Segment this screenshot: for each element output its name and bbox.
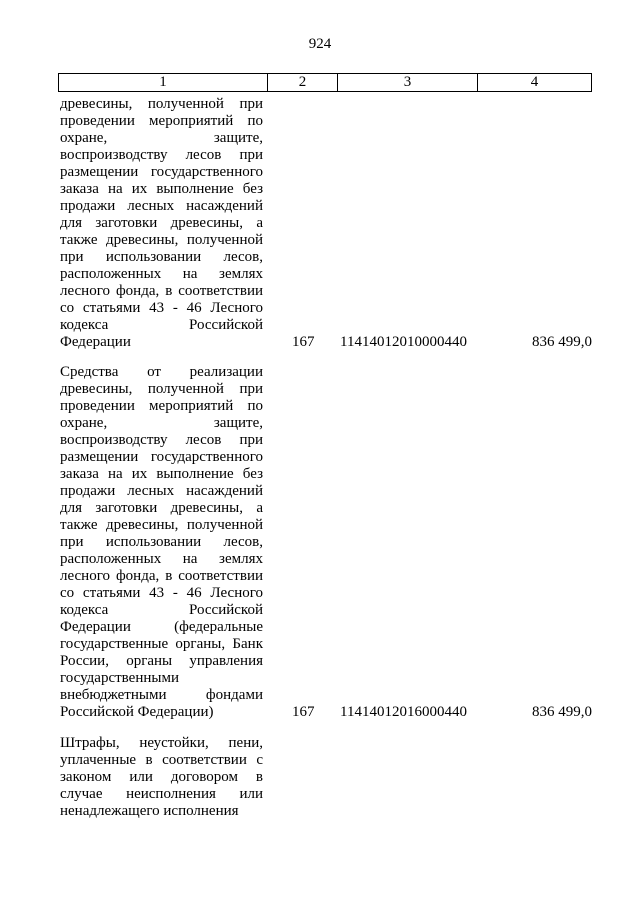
description-line: древесины, полученной при — [60, 96, 263, 112]
description-line: лесного фонда, в соответствии — [60, 283, 263, 299]
description-line: охране, защите, — [60, 130, 263, 146]
description-line: размещении государственного — [60, 164, 263, 180]
amount-cell: 836 499,0 — [532, 704, 592, 720]
description-line: кодекса Российской — [60, 602, 263, 618]
description-line: ненадлежащего исполнения — [60, 803, 239, 819]
page-number: 924 — [308, 36, 332, 52]
table-row — [60, 96, 592, 351]
description-line: древесины, полученной при — [60, 381, 263, 397]
column-header-2: 2 — [268, 74, 338, 91]
description-line: также древесины, полученной — [60, 232, 263, 248]
description-line: России, органы управления — [60, 653, 263, 669]
description-line: кодекса Российской — [60, 317, 263, 333]
description-line: проведении мероприятий по — [60, 113, 263, 129]
column-header-3: 3 — [338, 74, 478, 91]
admin-code-cell: 167 — [292, 334, 315, 350]
description-line: охране, защите, — [60, 415, 263, 431]
description-line: воспроизводству лесов при — [60, 432, 263, 448]
description-line: Федерации (федеральные — [60, 619, 263, 635]
description-line: также древесины, полученной — [60, 517, 263, 533]
description-line: законом или договором в — [60, 769, 263, 785]
table-header — [58, 73, 592, 92]
description-line: при использовании лесов, — [60, 534, 263, 550]
description-line: для заготовки древесины, а — [60, 500, 263, 516]
description-line: заказа на их выполнение без — [60, 466, 263, 482]
row-description — [60, 735, 263, 820]
row-description — [60, 364, 263, 721]
budget-code-cell: 11414012016000440 — [340, 704, 467, 720]
description-line: внебюджетными фондами — [60, 687, 263, 703]
description-line: при использовании лесов, — [60, 249, 263, 265]
description-line: Средства от реализации — [60, 364, 263, 380]
budget-code-cell: 11414012010000440 — [340, 334, 467, 350]
description-line: государственными — [60, 670, 179, 686]
table-row — [60, 364, 592, 721]
description-line: Штрафы, неустойки, пени, — [60, 735, 263, 751]
description-line: уплаченные в соответствии с — [60, 752, 263, 768]
description-line: со статьями 43 - 46 Лесного — [60, 585, 263, 601]
description-line: проведении мероприятий по — [60, 398, 263, 414]
description-line: продажи лесных насаждений — [60, 483, 263, 499]
description-line: Федерации — [60, 334, 131, 350]
description-line: расположенных на землях — [60, 551, 263, 567]
description-line: для заготовки древесины, а — [60, 215, 263, 231]
description-line: государственные органы, Банк — [60, 636, 263, 652]
description-line: расположенных на землях — [60, 266, 263, 282]
description-line: лесного фонда, в соответствии — [60, 568, 263, 584]
description-line: продажи лесных насаждений — [60, 198, 263, 214]
column-header-4: 4 — [530, 74, 539, 90]
amount-cell: 836 499,0 — [532, 334, 592, 350]
description-line: заказа на их выполнение без — [60, 181, 263, 197]
description-line: размещении государственного — [60, 449, 263, 465]
description-line: случае неисполнения или — [60, 786, 263, 802]
table-row — [60, 735, 592, 820]
description-line: воспроизводству лесов при — [60, 147, 263, 163]
admin-code-cell: 167 — [292, 704, 315, 720]
row-description — [60, 96, 263, 351]
description-line: со статьями 43 - 46 Лесного — [60, 300, 263, 316]
description-line: Российской Федерации) — [60, 704, 214, 720]
column-header-1: 1 — [59, 74, 268, 91]
